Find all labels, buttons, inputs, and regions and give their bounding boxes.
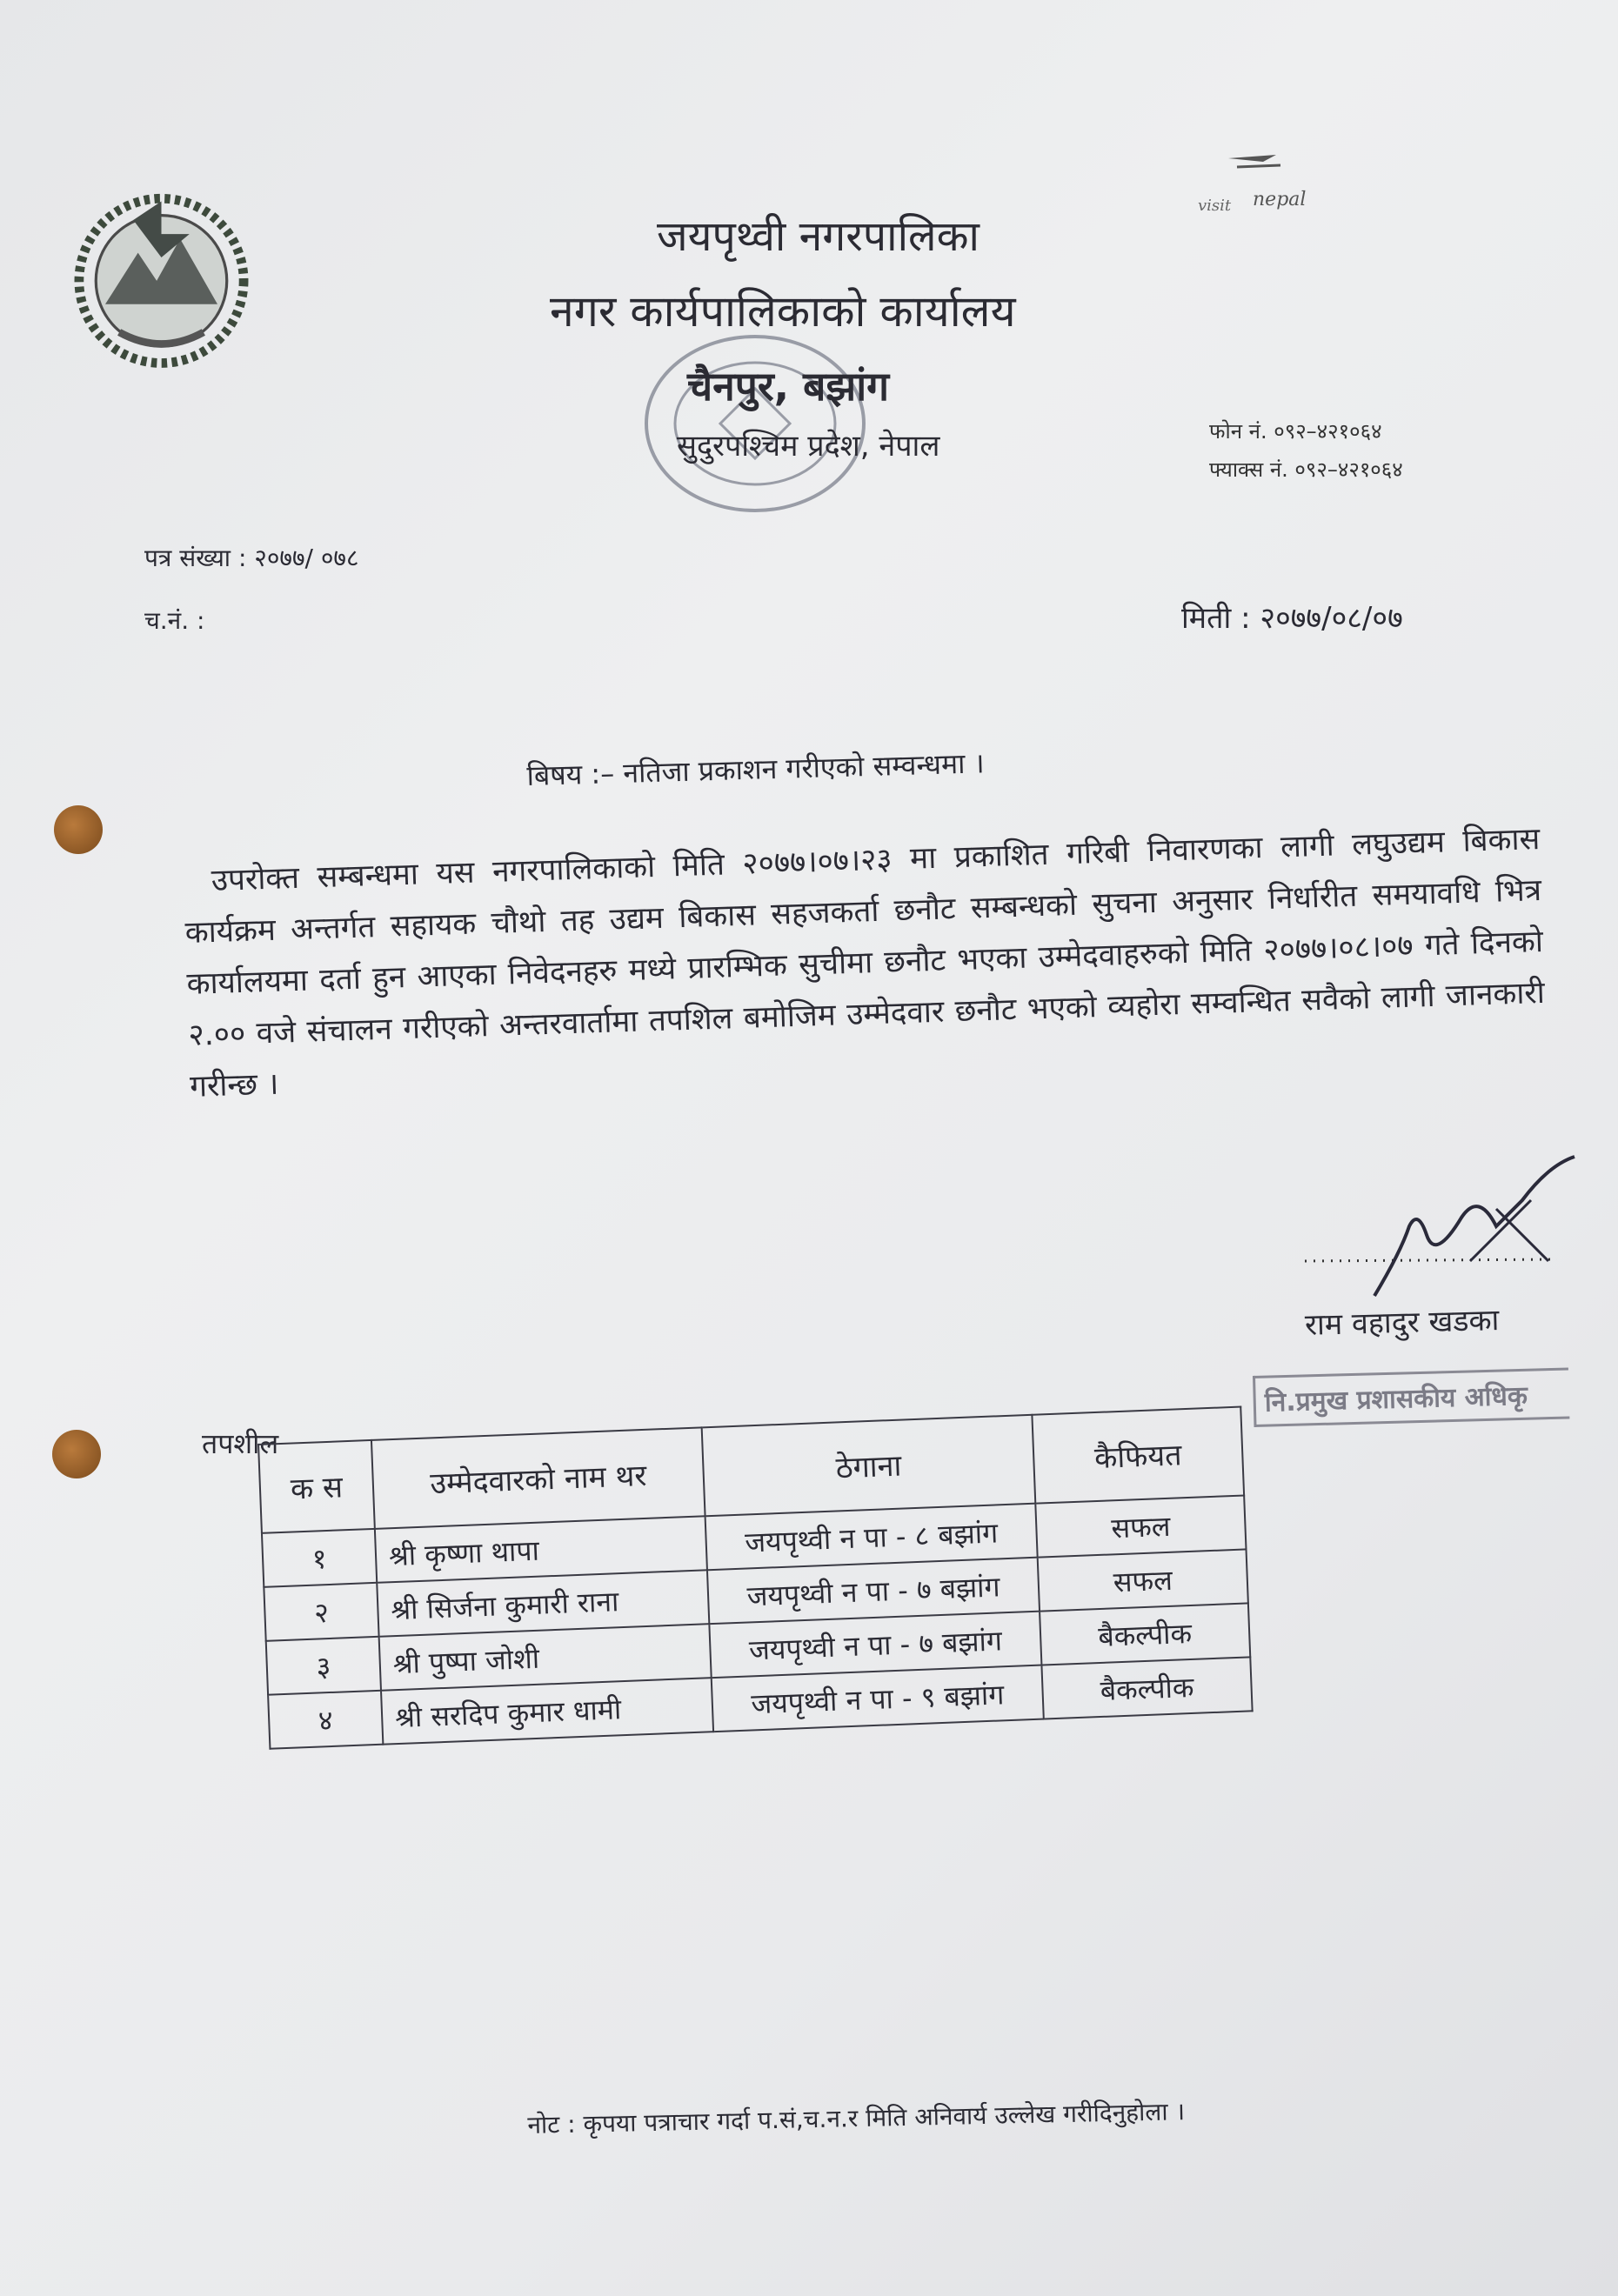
header-remarks: कैफियत (1032, 1407, 1244, 1504)
fax-number: फ्याक्स नं. ०९२–४२१०६४ (1209, 457, 1403, 482)
cell-serial: २ (264, 1583, 378, 1641)
cell-serial: ४ (268, 1691, 383, 1749)
handwritten-signature (1296, 1148, 1592, 1305)
dispatch-number: च.नं. : (144, 606, 205, 635)
cell-name: श्री पुष्पा जोशी (379, 1624, 712, 1691)
header-serial: क स (258, 1440, 375, 1533)
table-title: तपशील (202, 1427, 279, 1460)
cell-remarks: बैकल्पीक (1041, 1657, 1252, 1719)
cell-name: श्री सरदिप कुमार धामी (381, 1678, 713, 1745)
cell-remarks: सफल (1035, 1496, 1246, 1558)
footer-note: नोट : कृपया पत्राचार गर्दा प.सं,च.न.र मिति अनिवार्य उल्लेख गरीदिनुहोला । (527, 2097, 1186, 2139)
office-round-stamp (625, 315, 886, 532)
cell-address: जयपृथ्वी न पा - ७ बझांग (709, 1612, 1041, 1679)
letter-date: मिती : २०७७/०८/०७ (1181, 601, 1403, 636)
letter-body (183, 814, 1547, 1113)
cell-name: श्री सिर्जना कुमारी राना (377, 1570, 709, 1637)
candidate-table (257, 1406, 1254, 1750)
letter-subject: बिषय :– नतिजा प्रकाशन गरीएको सम्वन्धमा । (526, 746, 986, 792)
cell-address: जयपृथ्वी न पा - ८ बझांग (705, 1504, 1038, 1571)
header-address: ठेगाना (702, 1415, 1036, 1517)
header-name: उम्मेदवारको नाम थर (371, 1427, 705, 1529)
phone-number: फोन नं. ०९२–४२१०६४ (1209, 419, 1382, 444)
signatory-name: राम वहादुर खडका (1304, 1303, 1500, 1343)
nepal-emblem-icon (68, 183, 255, 370)
svg-text:nepal: nepal (1253, 189, 1307, 210)
cell-remarks: सफल (1038, 1549, 1248, 1611)
province-country: सुदुरपश्चिम प्रदेश, नेपाल (677, 429, 940, 464)
office-location: चैनपुर, बझांग (687, 363, 890, 410)
cell-address: जयपृथ्वी न पा - ७ बझांग (707, 1558, 1040, 1625)
body-paragraph: उपरोक्त सम्बन्धमा यस नगरपालिकाको मिति २०७७।०७।२३ मा प्रकाशित गरिबी निवारणका लागी लघुउद्यम बिकास कार्यक्रम अन्तर्गत सहायक चौथो तह उद्यम बिकास सहजकर्ता छनौट सम्बन्धको सुचना अनुसार निर्धारीत समयावधि भित्र कार्यालयमा दर्ता हुन आएका निवेदनहरु मध्ये प्रारम्भिक सुचीमा छनौट भएका उम्मेदवाहरुको मिति २०७७।०८।०७ गते दिनको २.०० वजे संचालन गरीएको अन्तरवार्तामा तपशिल बमोजिम उम्मेदवार छनौट भएको व्यहोरा सम्वन्धित सवैको लागी जानकारी गरीन्छ । (184, 821, 1546, 1105)
cell-name: श्री कृष्णा थापा (375, 1516, 707, 1583)
cell-serial: १ (262, 1529, 377, 1587)
office-name: नगर कार्यपालिकाको कार्यालय (550, 286, 1016, 337)
municipality-name: जयपृथ्वी नगरपालिका (657, 212, 979, 261)
reference-number: पत्र संख्या : २०७७/ ०७८ (144, 544, 359, 572)
punch-hole (52, 1430, 101, 1478)
contact-block (1209, 412, 1403, 489)
cell-remarks: बैकल्पीक (1040, 1603, 1250, 1665)
cell-serial: ३ (266, 1637, 381, 1695)
cell-address: जयपृथ्वी न पा - ९ बझांग (712, 1665, 1044, 1732)
svg-text:visit: visit (1198, 197, 1232, 215)
punch-hole (54, 805, 103, 854)
visit-nepal-logo (1193, 148, 1367, 226)
designation-stamp: नि.प्रमुख प्रशासकीय अधिकृ (1253, 1367, 1569, 1426)
